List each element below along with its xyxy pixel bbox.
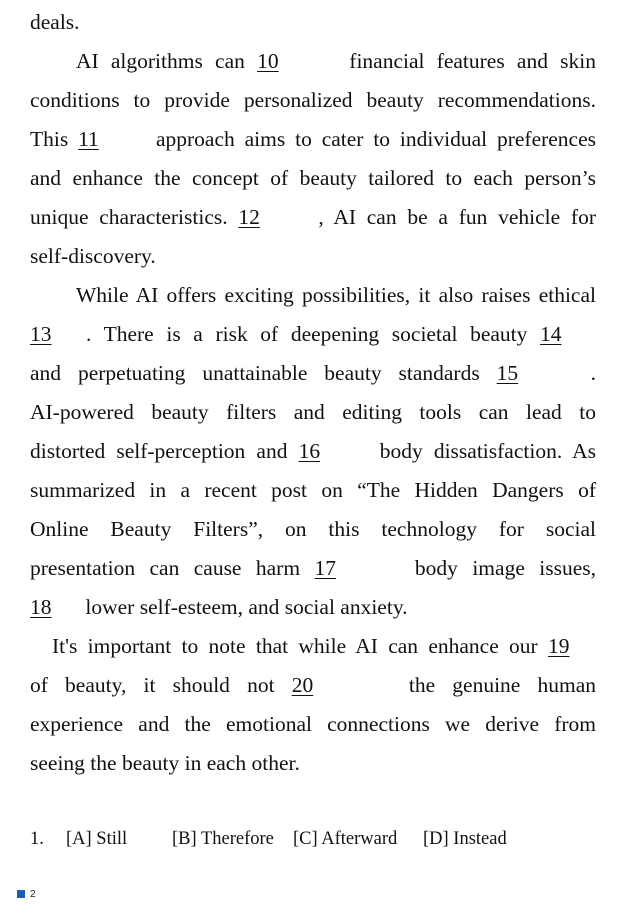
passage-text: distorted self-perception and — [30, 439, 288, 463]
passage-line-4 — [30, 120, 596, 159]
page-number: 2 — [30, 889, 36, 900]
passage-text: body dissatisfaction. As — [379, 439, 597, 463]
option-a[interactable]: [A] Still — [66, 829, 128, 849]
blank-10[interactable]: 10 — [257, 49, 279, 73]
passage-text: financial features and skin — [349, 49, 596, 73]
square-icon — [17, 890, 25, 898]
passage-text: seeing the beauty in each other. — [30, 751, 300, 775]
passage-text: Online Beauty Filters”, on this technology for social — [30, 517, 596, 541]
passage-text: lower self-esteem, and social anxiety. — [85, 595, 408, 619]
passage-text: While AI offers exciting possibilities, it also raises ethical — [76, 283, 596, 307]
passage-text: AI-powered beauty filters and editing tools can lead to — [30, 400, 596, 424]
passage-text: experience and the emotional connections we derive from — [30, 712, 596, 736]
passage-line-12 — [30, 432, 596, 471]
passage-line-10 — [30, 354, 596, 393]
blank-18[interactable]: 18 — [30, 595, 52, 619]
passage-line-17 — [30, 627, 596, 666]
passage-line-2 — [30, 42, 596, 81]
passage-text: unique characteristics. — [30, 205, 228, 229]
passage-line-14 — [30, 510, 596, 549]
passage-text: , AI can be a fun vehicle for — [318, 205, 596, 229]
question-1-options — [30, 824, 507, 854]
option-d[interactable]: [D] Instead — [423, 829, 507, 849]
passage-line-11 — [30, 393, 596, 432]
blank-11[interactable]: 11 — [78, 127, 99, 151]
blank-15[interactable]: 15 — [496, 361, 519, 385]
blank-17[interactable]: 17 — [314, 556, 336, 580]
passage-text: the genuine human — [408, 673, 597, 697]
passage-text: . — [590, 361, 597, 385]
passage-line-16 — [30, 588, 596, 627]
passage-line-13 — [30, 471, 596, 510]
question-number: 1. — [30, 829, 44, 849]
passage-text: . There is a risk of deepening societal beauty — [86, 322, 528, 346]
passage-text: and perpetuating unattainable beauty standards — [30, 361, 480, 385]
passage-line-8 — [30, 276, 596, 315]
passage-text: This — [30, 127, 69, 151]
passage-line-18 — [30, 666, 596, 705]
passage-text: of beauty, it should not — [30, 673, 275, 697]
page-footer — [17, 889, 36, 901]
blank-12[interactable]: 12 — [238, 205, 260, 229]
passage-text: It's important to note that while AI can enhance our — [52, 634, 538, 658]
blank-19[interactable]: 19 — [548, 634, 570, 658]
passage-line-1 — [30, 3, 596, 42]
blank-16[interactable]: 16 — [298, 439, 321, 463]
blank-14[interactable]: 14 — [540, 322, 562, 346]
passage-text: summarized in a recent post on “The Hidden Dangers of — [30, 478, 596, 502]
passage-line-6 — [30, 198, 596, 237]
passage-text: conditions to provide personalized beauty recommendations. — [30, 88, 596, 112]
passage-line-19 — [30, 705, 596, 744]
passage-text: approach aims to cater to individual preferences — [155, 127, 597, 151]
passage-line-15 — [30, 549, 596, 588]
passage-line-7 — [30, 237, 596, 276]
passage-text: AI algorithms can — [76, 49, 245, 73]
blank-20[interactable]: 20 — [291, 673, 314, 697]
passage-text: self-discovery. — [30, 244, 156, 268]
passage-text: and enhance the concept of beauty tailored to each person’s — [30, 166, 596, 190]
passage-line-3 — [30, 81, 596, 120]
passage-text: presentation can cause harm — [30, 556, 301, 580]
option-c[interactable]: [C] Afterward — [293, 829, 398, 849]
passage-line-5 — [30, 159, 596, 198]
passage-line-20 — [30, 744, 596, 783]
blank-13[interactable]: 13 — [30, 322, 52, 346]
passage-text: deals. — [30, 10, 80, 34]
option-b[interactable]: [B] Therefore — [172, 829, 274, 849]
passage-line-9 — [30, 315, 596, 354]
passage-text: body image issues, — [414, 556, 597, 580]
